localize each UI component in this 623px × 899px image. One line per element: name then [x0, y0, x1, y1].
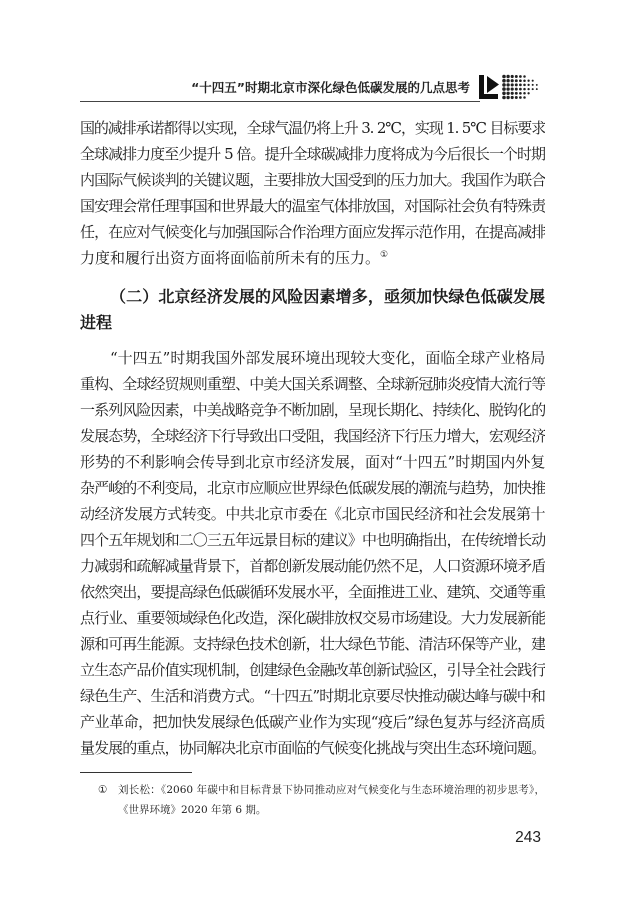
logo-dot — [527, 84, 529, 86]
logo-dot — [515, 75, 518, 78]
paragraph-line: 量发展的重点，协同解决北京市面临的气候变化挑战与突出生态环境问题。 — [80, 739, 545, 757]
logo-dot — [532, 80, 534, 82]
logo-dot — [502, 79, 506, 83]
logo-dot — [511, 88, 514, 91]
footnote-marker: ① — [98, 784, 108, 796]
logo-dot — [511, 75, 514, 78]
paragraph-1 — [80, 115, 545, 271]
logo-dot — [515, 79, 518, 82]
logo-dot — [527, 92, 529, 94]
logo-dot — [523, 79, 526, 82]
logo-dot — [511, 83, 514, 86]
logo-dot — [536, 88, 538, 90]
logo-dot — [519, 96, 522, 99]
paragraph-line: “十四五”时期我国外部发展环境出现较大变化，面临全球产业格局 — [110, 349, 545, 367]
footnote-area — [80, 780, 545, 820]
footnote-ref-marker: ① — [380, 250, 389, 260]
paragraph-line-text: 力度和履行出资方面将面临前所未有的压力。 — [80, 249, 381, 267]
logo-dot — [519, 88, 522, 91]
paragraph-line: 产业革命，把加快发展绿色低碳产业作为实现“疫后”绿色复苏与经济高质 — [80, 713, 545, 731]
paragraph-line: 绿色生产、生活和消费方式。“十四五”时期北京要尽快推动碳达峰与碳中和 — [80, 687, 545, 705]
logo-dot — [502, 92, 506, 96]
footnote — [80, 780, 545, 820]
paragraph-line: 一系列风险因素，中美战略竞争不断加剧，呈现长期化、持续化、脱钩化的 — [80, 401, 545, 419]
paragraph-line: 四个五年规划和二〇三五年远景目标的建议》中也明确指出，在传统增长动 — [80, 531, 545, 549]
paragraph-line: 动经济发展方式转变。中共北京市委在《北京市国民经济和社会发展第十 — [80, 505, 545, 523]
logo-dot — [506, 87, 509, 90]
header-logo-icon — [477, 73, 545, 101]
logo-dot — [515, 88, 518, 91]
logo-dot — [515, 92, 518, 95]
footnote-line: 刘长松：《2060 年碳中和目标背景下协同推动应对气候变化与生态环境治理的初步思考》， — [118, 784, 545, 796]
logo-dot — [519, 79, 522, 82]
paragraph-line: 依然突出，要提高绿色低碳循环发展水平，全面推进工业、建筑、交通等重 — [80, 583, 545, 601]
paragraph-line: 杂严峻的不利变局，北京市应顺应世界绿色低碳发展的潮流与趋势，加快推 — [80, 479, 545, 497]
logo-dot — [523, 84, 526, 87]
footnote-line: 《世界环境》2020 年第 6 期。 — [118, 804, 267, 816]
paragraph-line: 形势的不利影响会传导到北京市经济发展，面对“十四五”时期国内外复 — [80, 453, 545, 471]
paragraph-line: 国的减排承诺都得以实现，全球气温仍将上升 3. 2℃，实现 1. 5℃ 目标要求 — [80, 119, 545, 137]
header-rule — [80, 101, 480, 102]
logo-dot — [506, 75, 509, 78]
logo-dot — [502, 83, 506, 87]
paragraph-line: 源和可再生能源。支持绿色技术创新，壮大绿色节能、清洁环保等产业，建 — [80, 635, 545, 653]
logo-dot — [511, 79, 514, 82]
logo-arrow-shape — [487, 76, 499, 93]
logo-dot — [523, 88, 526, 91]
page-number: 243 — [515, 829, 541, 846]
section-heading-line: 进程 — [80, 313, 113, 332]
logo-dot — [536, 84, 538, 86]
logo-dot — [532, 88, 534, 90]
paragraph-line: 内国际气候谈判的关键议题，主要排放大国受到的压力加大。我国作为联合 — [80, 171, 545, 189]
logo-dot — [519, 75, 522, 78]
paragraph-line: 重构、全球经贸规则重塑、中美大国关系调整、全球新冠肺炎疫情大流行等 — [80, 375, 545, 393]
logo-dot — [506, 83, 509, 86]
logo-dot — [502, 87, 506, 91]
section-heading — [80, 284, 545, 336]
logo-dot-pattern — [502, 75, 538, 100]
paragraph-line: 点行业、重要领域绿色化改造，深化碳排放权交易市场建设。大力发展新能 — [80, 609, 545, 627]
logo-dot — [527, 88, 529, 90]
logo-dot — [502, 96, 506, 100]
paragraph-line: 全球减排力度至少提升 5 倍。提升全球碳减排力度将成为今后很长一个时期 — [80, 145, 545, 163]
logo-dot — [523, 96, 526, 99]
paragraph-line: 国安理会常任理事国和世界最大的温室气体排放国，对国际社会负有特殊责 — [80, 197, 545, 215]
section-heading-line: （二）北京经济发展的风险因素增多，亟须加快绿色低碳发展 — [110, 287, 545, 306]
logo-dot — [532, 84, 534, 86]
paragraph-line: 立生态产品价值实现机制，创建绿色金融改革创新试验区，引导全社会践行 — [80, 661, 545, 679]
logo-dot — [511, 92, 514, 95]
logo-dot — [506, 96, 509, 99]
logo-dot — [506, 92, 509, 95]
logo-dot — [519, 92, 522, 95]
running-header-title: “十四五”时期北京市深化绿色低碳发展的几点思考 — [191, 80, 470, 95]
logo-dot — [502, 75, 506, 79]
paragraph-line — [80, 245, 545, 271]
logo-dot — [523, 92, 526, 95]
paragraph-line: 力减弱和疏解减量背景下，首都创新发展动能仍然不足，人口资源环境矛盾 — [80, 557, 545, 575]
paragraph-line: 任，在应对气候变化与加强国际合作治理方面应发挥示范作用，在提高减排 — [80, 223, 545, 241]
logo-dot — [515, 96, 518, 99]
logo-dot — [506, 79, 509, 82]
logo-dot — [511, 96, 514, 99]
logo-dot — [527, 80, 529, 82]
paragraph-line: 发展态势，全球经济下行导致出口受阻，我国经济下行压力增大，宏观经济 — [80, 427, 545, 445]
logo-dot — [523, 75, 526, 78]
logo-dot — [515, 83, 518, 86]
paragraph-2 — [80, 345, 545, 761]
footnote-text — [118, 780, 545, 820]
footnote-rule — [80, 772, 192, 773]
logo-dot — [519, 84, 522, 87]
